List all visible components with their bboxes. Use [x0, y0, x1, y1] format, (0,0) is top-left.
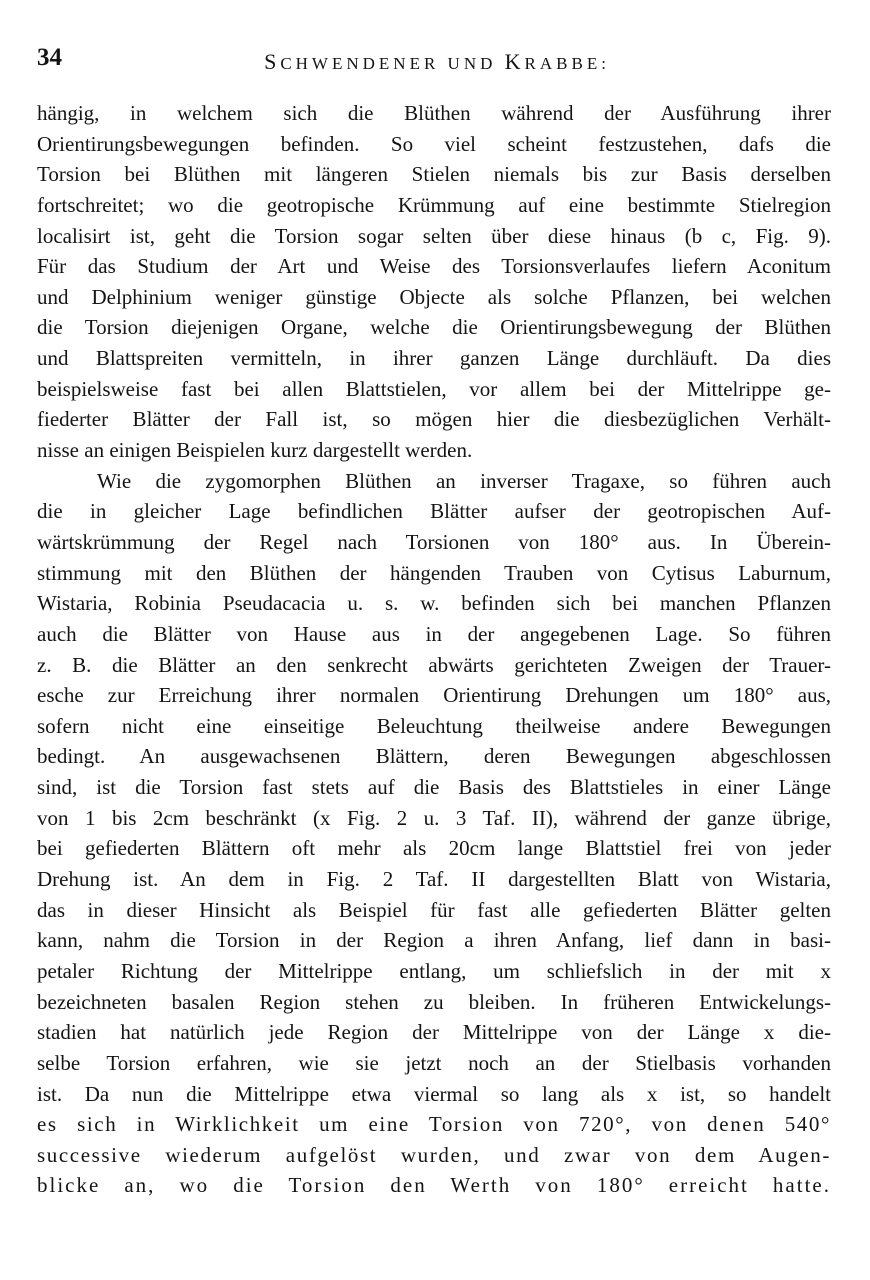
text-line: sofern nicht eine einseitige Beleuchtung theilweise andere Bewegungen	[37, 713, 831, 738]
text-line: fortschreitet; wo die geotropische Krümmung auf eine bestimmte Stielregion	[37, 192, 831, 217]
text-line: bezeichneten basalen Region stehen zu bleiben. In früheren Entwickelungs-	[37, 989, 831, 1014]
text-line: Für das Studium der Art und Weise des Torsionsverlaufes liefern Aconitum	[37, 254, 831, 279]
text-line: wärtskrümmung der Regel nach Torsionen von 180° aus. In Überein-	[37, 529, 831, 554]
running-head	[37, 49, 837, 75]
text-line: ist. Da nun die Mittelrippe etwa viermal so lang als x ist, so handelt	[37, 1081, 831, 1106]
text-line: z. B. die Blätter an den senkrecht abwärts gerichteten Zweigen der Trauer-	[37, 652, 831, 677]
text-line: die Torsion diejenigen Organe, welche die Orientirungsbewegung der Blüthen	[37, 315, 831, 340]
text-line: bei gefiederten Blättern oft mehr als 20cm lange Blattstiel frei von jeder	[37, 836, 831, 861]
text-line: hängig, in welchem sich die Blüthen während der Ausführung ihrer	[37, 101, 831, 125]
letterspaced-line: successive wiederum aufgelöst wurden, und zwar von dem Augen-	[37, 1142, 831, 1167]
running-head-initial-k: K	[504, 49, 525, 74]
text-line: stimmung mit den Blüthen der hängenden Trauben von Cytisus Laburnum,	[37, 560, 831, 585]
text-line: kann, nahm die Torsion in der Region a ihren Anfang, lief dann in basi-	[37, 928, 831, 953]
running-head-rest-1: CHWENDENER	[280, 54, 440, 73]
text-line: fiederter Blätter der Fall ist, so mögen hier die diesbezüglichen Verhält-	[37, 407, 831, 432]
text-line: Wistaria, Robinia Pseudacacia u. s. w. befinden sich bei manchen Pflanzen	[37, 591, 831, 616]
text-line: bedingt. An ausgewachsenen Blättern, deren Bewegungen abgeschlossen	[37, 744, 831, 769]
text-line: und Blattspreiten vermitteln, in ihrer ganzen Länge durchläuft. Da dies	[37, 346, 831, 371]
text-line: von 1 bis 2cm beschränkt (x Fig. 2 u. 3 Taf. II), während der ganze übrige,	[37, 805, 831, 830]
text-line: die in gleicher Lage befindlichen Blätter aufser der geotropischen Auf-	[37, 499, 831, 524]
body-text	[37, 98, 831, 1201]
text-line: stadien hat natürlich jede Region der Mittelrippe von der Länge x die-	[37, 1020, 831, 1045]
text-line: esche zur Erreichung ihrer normalen Orientirung Drehungen um 180° aus,	[37, 683, 831, 708]
running-head-und: UND	[439, 54, 505, 73]
paragraph-last-line: nisse an einigen Beispielen kurz dargestellt werden.	[37, 438, 473, 463]
letterspaced-line: blicke an, wo die Torsion den Werth von 180° erreicht hatte.	[37, 1173, 831, 1198]
text-line: beispielsweise fast bei allen Blattstielen, vor allem bei der Mittelrippe ge-	[37, 376, 831, 401]
text-line: sind, ist die Torsion fast stets auf die Basis des Blattstieles in einer Länge	[37, 775, 831, 800]
page-header	[37, 44, 837, 80]
text-line: auch die Blätter von Hause aus in der angegebenen Lage. So führen	[37, 621, 831, 646]
page-number: 34	[37, 44, 62, 71]
text-line: Orientirungsbewegungen befinden. So viel scheint festzustehen, dafs die	[37, 131, 831, 156]
text-line: localisirt ist, geht die Torsion sogar selten über diese hinaus (b c, Fig. 9).	[37, 223, 831, 248]
paragraph-first-line: Wie die zygomorphen Blüthen an inverser Tragaxe, so führen auch	[97, 468, 831, 493]
letterspaced-line: es sich in Wirklichkeit um eine Torsion von 720°, von denen 540°	[37, 1112, 831, 1137]
text-line: petaler Richtung der Mittelrippe entlang, um schliefslich in der mit x	[37, 958, 831, 983]
text-line: und Delphinium weniger günstige Objecte als solche Pflanzen, bei welchen	[37, 284, 831, 309]
text-line: Drehung ist. An dem in Fig. 2 Taf. II dargestellten Blatt von Wistaria,	[37, 867, 831, 892]
text-line: selbe Torsion erfahren, wie sie jetzt noch an der Stielbasis vorhanden	[37, 1050, 831, 1075]
running-head-initial-s: S	[264, 49, 281, 74]
text-line: Torsion bei Blüthen mit längeren Stielen niemals bis zur Basis derselben	[37, 162, 831, 187]
running-head-rest-2: RABBE:	[524, 54, 610, 73]
text-line: das in dieser Hinsicht als Beispiel für fast alle gefiederten Blätter gelten	[37, 897, 831, 922]
